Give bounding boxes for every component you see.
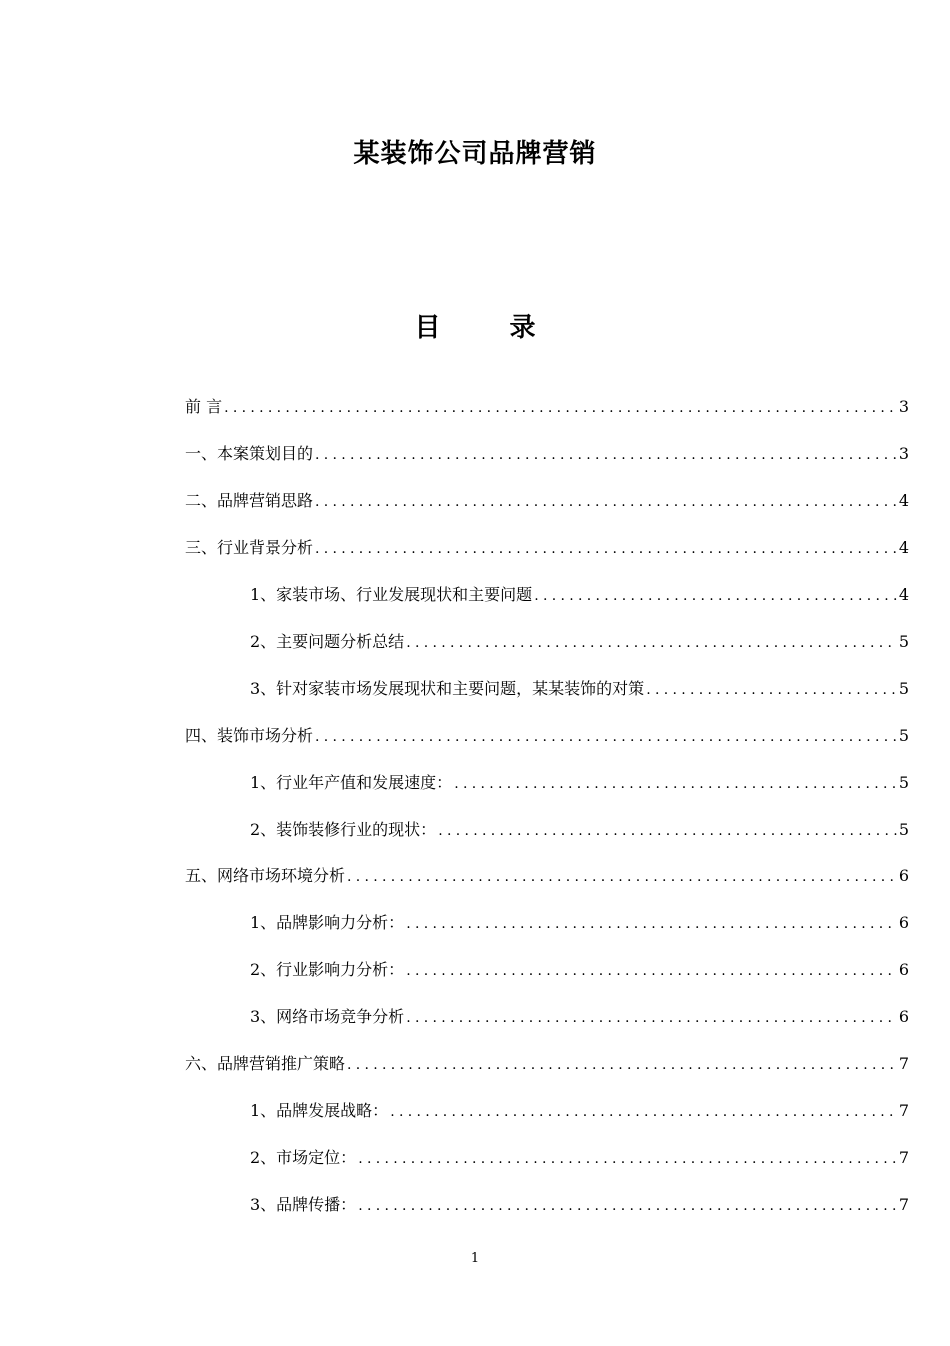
toc-entry[interactable] [185, 489, 909, 513]
toc-entry-label: 3、品牌传播： [250, 1195, 357, 1214]
toc-entry[interactable] [250, 677, 909, 701]
toc-entry-page: 7 [898, 1054, 909, 1073]
toc-dot-leader [646, 678, 897, 702]
toc-entry-page: 7 [898, 1148, 909, 1167]
toc-entry-page: 4 [898, 538, 909, 557]
toc-entry-page: 5 [898, 632, 909, 651]
toc-entry-label: 五、网络市场环境分析 [185, 866, 346, 885]
toc-entry-page: 4 [898, 585, 909, 604]
toc-dot-leader [315, 725, 897, 749]
toc-entry-label: 二、品牌营销思路 [185, 491, 314, 510]
toc-dot-leader [315, 443, 897, 467]
toc-entry-label: 1、品牌发展战略： [250, 1101, 389, 1120]
toc-entry[interactable] [250, 1099, 909, 1123]
toc-dot-leader [347, 865, 897, 889]
toc-entry-page: 7 [898, 1195, 909, 1214]
toc-dot-leader [406, 959, 897, 983]
toc-entry-label: 2、装饰装修行业的现状： [250, 820, 437, 839]
toc-entry[interactable] [250, 1005, 909, 1029]
toc-entry-page: 6 [898, 913, 909, 932]
toc-entry-label: 1、家装市场、行业发展现状和主要问题 [250, 585, 533, 604]
toc-dot-leader [358, 1194, 897, 1218]
toc-dot-leader [438, 819, 897, 843]
toc-entry-page: 3 [898, 444, 909, 463]
toc-entry[interactable] [250, 583, 909, 607]
toc-entry[interactable] [250, 911, 909, 935]
toc-dot-leader [406, 1006, 897, 1030]
toc-entry-label: 3、网络市场竞争分析 [250, 1007, 405, 1026]
toc-entry[interactable] [185, 442, 909, 466]
toc-entry[interactable] [185, 395, 909, 419]
toc-entry[interactable] [250, 1146, 909, 1170]
toc-entry[interactable] [185, 536, 909, 560]
toc-dot-leader [390, 1100, 897, 1124]
toc-entry-label: 前 言 [185, 397, 223, 416]
toc-dot-leader [406, 912, 897, 936]
toc-entry-page: 5 [898, 679, 909, 698]
toc-entry-page: 3 [898, 397, 909, 416]
toc-dot-leader [224, 396, 897, 420]
toc-entry-label: 1、品牌影响力分析： [250, 913, 405, 932]
toc-entry-page: 6 [898, 866, 909, 885]
toc-entry-page: 6 [898, 1007, 909, 1026]
page-number: 1 [470, 1251, 480, 1266]
toc-entry[interactable] [250, 1193, 909, 1217]
toc-dot-leader [347, 1053, 897, 1077]
toc-entry[interactable] [250, 630, 909, 654]
toc-entry-page: 7 [898, 1101, 909, 1120]
toc-entry-label: 一、本案策划目的 [185, 444, 314, 463]
toc-dot-leader [315, 490, 897, 514]
toc-entry-label: 2、行业影响力分析： [250, 960, 405, 979]
toc-entry[interactable] [250, 958, 909, 982]
document-title: 某装饰公司品牌营销 [353, 139, 597, 169]
toc-dot-leader [315, 537, 897, 561]
toc-entry-label: 1、行业年产值和发展速度： [250, 773, 453, 792]
toc-entry-page: 5 [898, 773, 909, 792]
toc-entry-label: 3、针对家装市场发展现状和主要问题，某某装饰的对策 [250, 679, 645, 698]
toc-entry-page: 5 [898, 726, 909, 745]
toc-entry-page: 6 [898, 960, 909, 979]
toc-entry[interactable] [185, 864, 909, 888]
toc-entry-label: 2、市场定位： [250, 1148, 357, 1167]
toc-dot-leader [358, 1147, 897, 1171]
toc-heading: 目 录 [414, 313, 566, 343]
toc-entry-label: 四、装饰市场分析 [185, 726, 314, 745]
toc-entry[interactable] [250, 818, 909, 842]
toc-entry-label: 2、主要问题分析总结 [250, 632, 405, 651]
toc-dot-leader [406, 631, 897, 655]
toc-dot-leader [454, 772, 897, 796]
toc-entry-page: 4 [898, 491, 909, 510]
toc-entry-label: 三、行业背景分析 [185, 538, 314, 557]
toc-entry[interactable] [185, 1052, 909, 1076]
toc-entry-page: 5 [898, 820, 909, 839]
toc-dot-leader [534, 584, 897, 608]
toc-entry-label: 六、品牌营销推广策略 [185, 1054, 346, 1073]
toc-entry[interactable] [250, 771, 909, 795]
toc-entry[interactable] [185, 724, 909, 748]
